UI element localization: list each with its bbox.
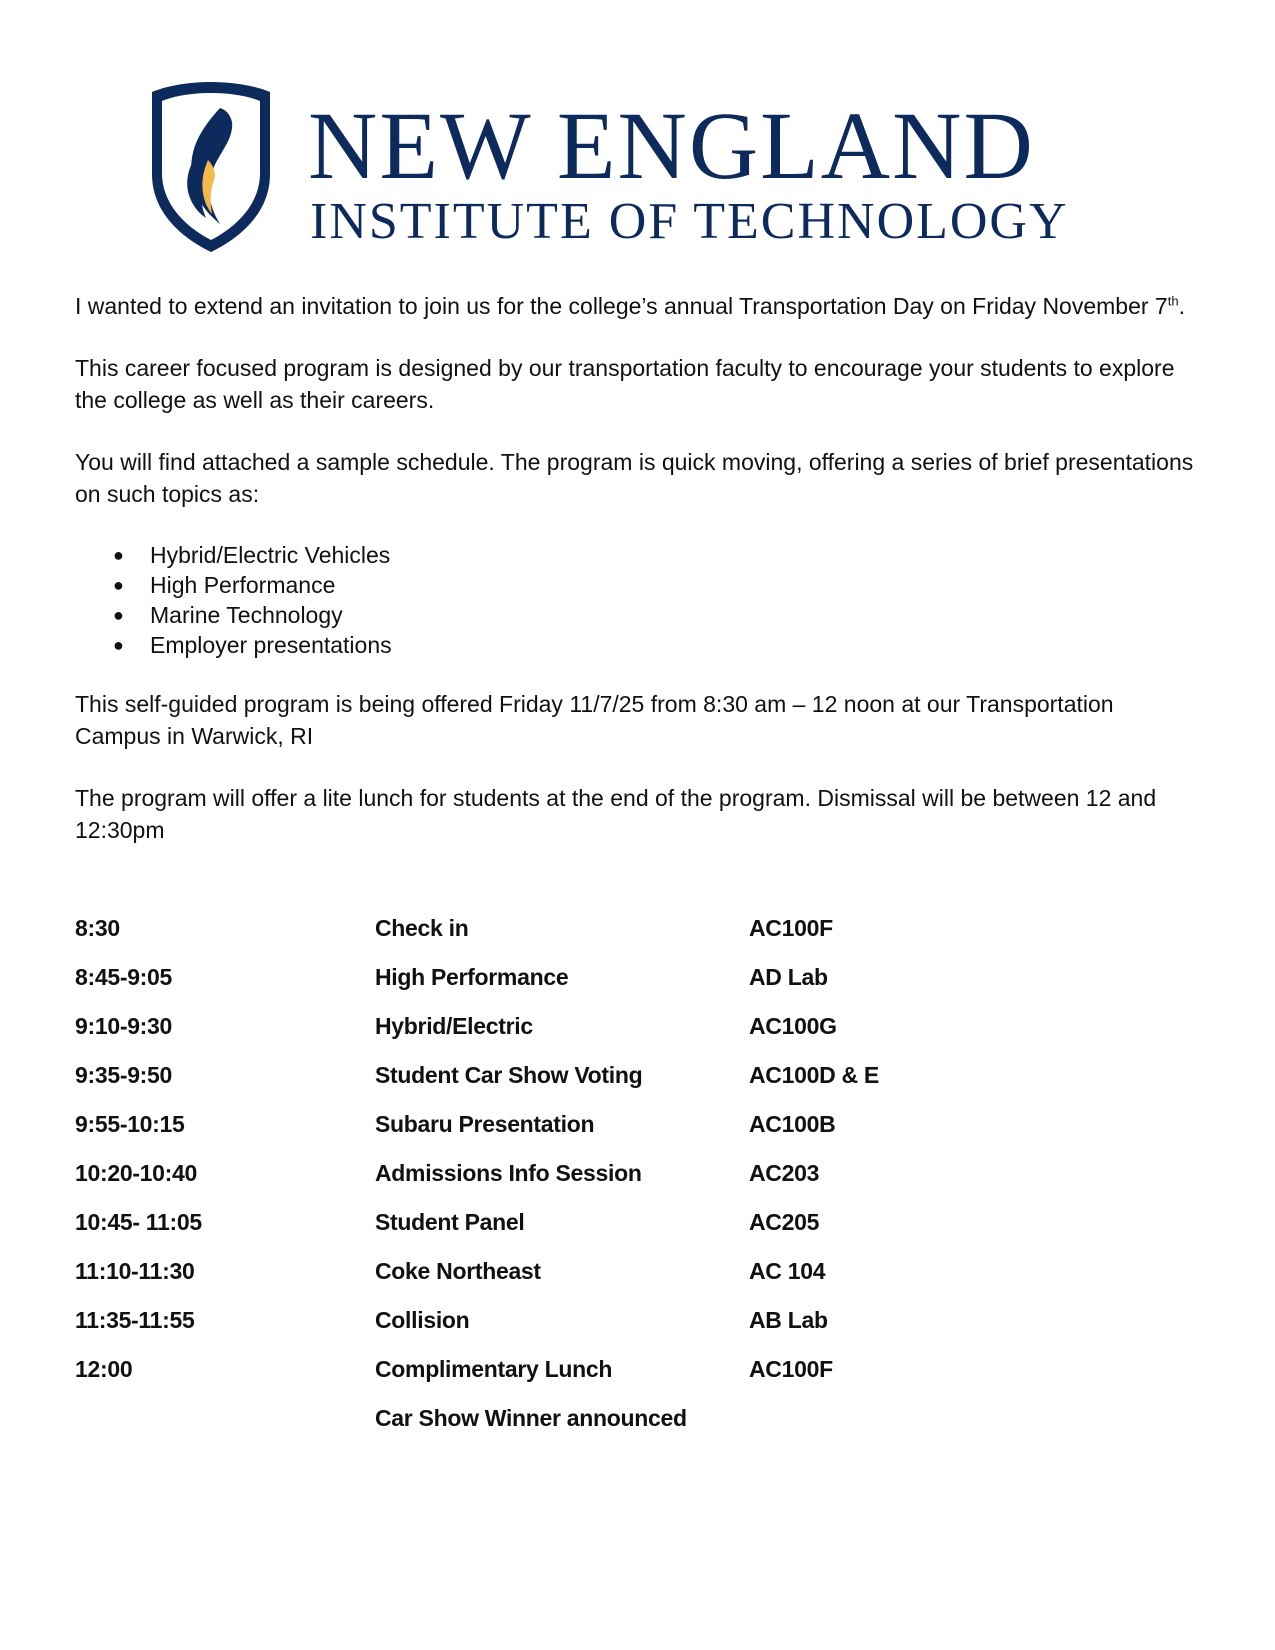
table-row <box>75 1051 1049 1100</box>
invitation-text: I wanted to extend an invitation to join us for the college’s annual Transportation Day on Friday November 7 <box>75 293 1168 319</box>
invitation-period: . <box>1178 293 1185 319</box>
event-cell: Student Panel <box>375 1209 525 1235</box>
list-item <box>113 600 1200 630</box>
event-cell: High Performance <box>375 964 569 990</box>
time-cell: 10:20-10:40 <box>75 1160 198 1186</box>
event-cell: Subaru Presentation <box>375 1111 595 1137</box>
time-cell: 11:35-11:55 <box>75 1307 195 1333</box>
table-row <box>75 904 1049 953</box>
program-description: This career focused program is designed by our transportation faculty to encourage your students to explore the college as well as their careers. <box>75 355 1175 413</box>
institution-logo <box>148 78 1128 256</box>
room-cell: AD Lab <box>749 964 828 990</box>
table-row <box>75 1198 1049 1247</box>
topic-list <box>75 540 1200 660</box>
time-cell: 12:00 <box>75 1356 133 1382</box>
time-cell: 8:45-9:05 <box>75 964 173 990</box>
time-cell <box>75 1394 375 1443</box>
time-cell: 9:35-9:50 <box>75 1062 173 1088</box>
event-cell: Complimentary Lunch <box>375 1356 613 1382</box>
event-cell: Student Car Show Voting <box>375 1062 643 1088</box>
event-cell: Admissions Info Session <box>375 1160 642 1186</box>
schedule-table <box>75 904 1049 1443</box>
bullet-icon: ● <box>113 575 124 595</box>
logo-line-2: INSTITUTE OF TECHNOLOGY <box>310 193 1069 250</box>
event-cell: Coke Northeast <box>375 1258 541 1284</box>
event-cell: Hybrid/Electric <box>375 1013 533 1039</box>
letter-body <box>75 290 1200 876</box>
room-cell: AC 104 <box>749 1258 826 1284</box>
event-cell: Car Show Winner announced <box>375 1405 687 1431</box>
room-cell: AC100F <box>749 1356 833 1382</box>
bullet-icon: ● <box>113 545 124 565</box>
bullet-icon: ● <box>113 635 124 655</box>
logo-line-1: NEW ENGLAND <box>308 92 1035 199</box>
time-cell: 9:55-10:15 <box>75 1111 185 1137</box>
time-cell: 8:30 <box>75 915 120 941</box>
room-cell <box>749 1394 1049 1443</box>
topic-label: Hybrid/Electric Vehicles <box>150 542 391 568</box>
table-row <box>75 1247 1049 1296</box>
time-cell: 9:10-9:30 <box>75 1013 173 1039</box>
topic-label: High Performance <box>150 572 336 598</box>
event-cell: Collision <box>375 1307 470 1333</box>
event-cell: Check in <box>375 915 469 941</box>
ordinal-suffix: th <box>1167 293 1179 309</box>
table-row <box>75 1296 1049 1345</box>
room-cell: AC100D & E <box>749 1062 879 1088</box>
room-cell: AC203 <box>749 1160 820 1186</box>
bullet-icon: ● <box>113 605 124 625</box>
program-details: This self-guided program is being offered Friday 11/7/25 from 8:30 am – 12 noon at our Transportation Campus in Warwick, RI <box>75 691 1114 749</box>
room-cell: AC100F <box>749 915 833 941</box>
table-row <box>75 953 1049 1002</box>
list-item <box>113 540 1200 570</box>
topic-label: Marine Technology <box>150 602 343 628</box>
schedule-intro: You will find attached a sample schedule. The program is quick moving, offering a series of brief presentations on such topics as: <box>75 449 1194 507</box>
table-row <box>75 1002 1049 1051</box>
table-row <box>75 1100 1049 1149</box>
list-item <box>113 630 1200 660</box>
list-item <box>113 570 1200 600</box>
lunch-dismissal-note: The program will offer a lite lunch for students at the end of the program. Dismissal will be between 12 and 12:30pm <box>75 785 1157 843</box>
room-cell: AC205 <box>749 1209 820 1235</box>
topic-label: Employer presentations <box>150 632 392 658</box>
table-row <box>75 1394 1049 1443</box>
invitation-paragraph <box>75 290 1200 322</box>
room-cell: AC100B <box>749 1111 836 1137</box>
shield-flame-icon <box>148 78 274 256</box>
time-cell: 10:45- 11:05 <box>75 1209 202 1235</box>
room-cell: AB Lab <box>749 1307 828 1333</box>
time-cell: 11:10-11:30 <box>75 1258 195 1284</box>
room-cell: AC100G <box>749 1013 837 1039</box>
table-row <box>75 1345 1049 1394</box>
table-row <box>75 1149 1049 1198</box>
